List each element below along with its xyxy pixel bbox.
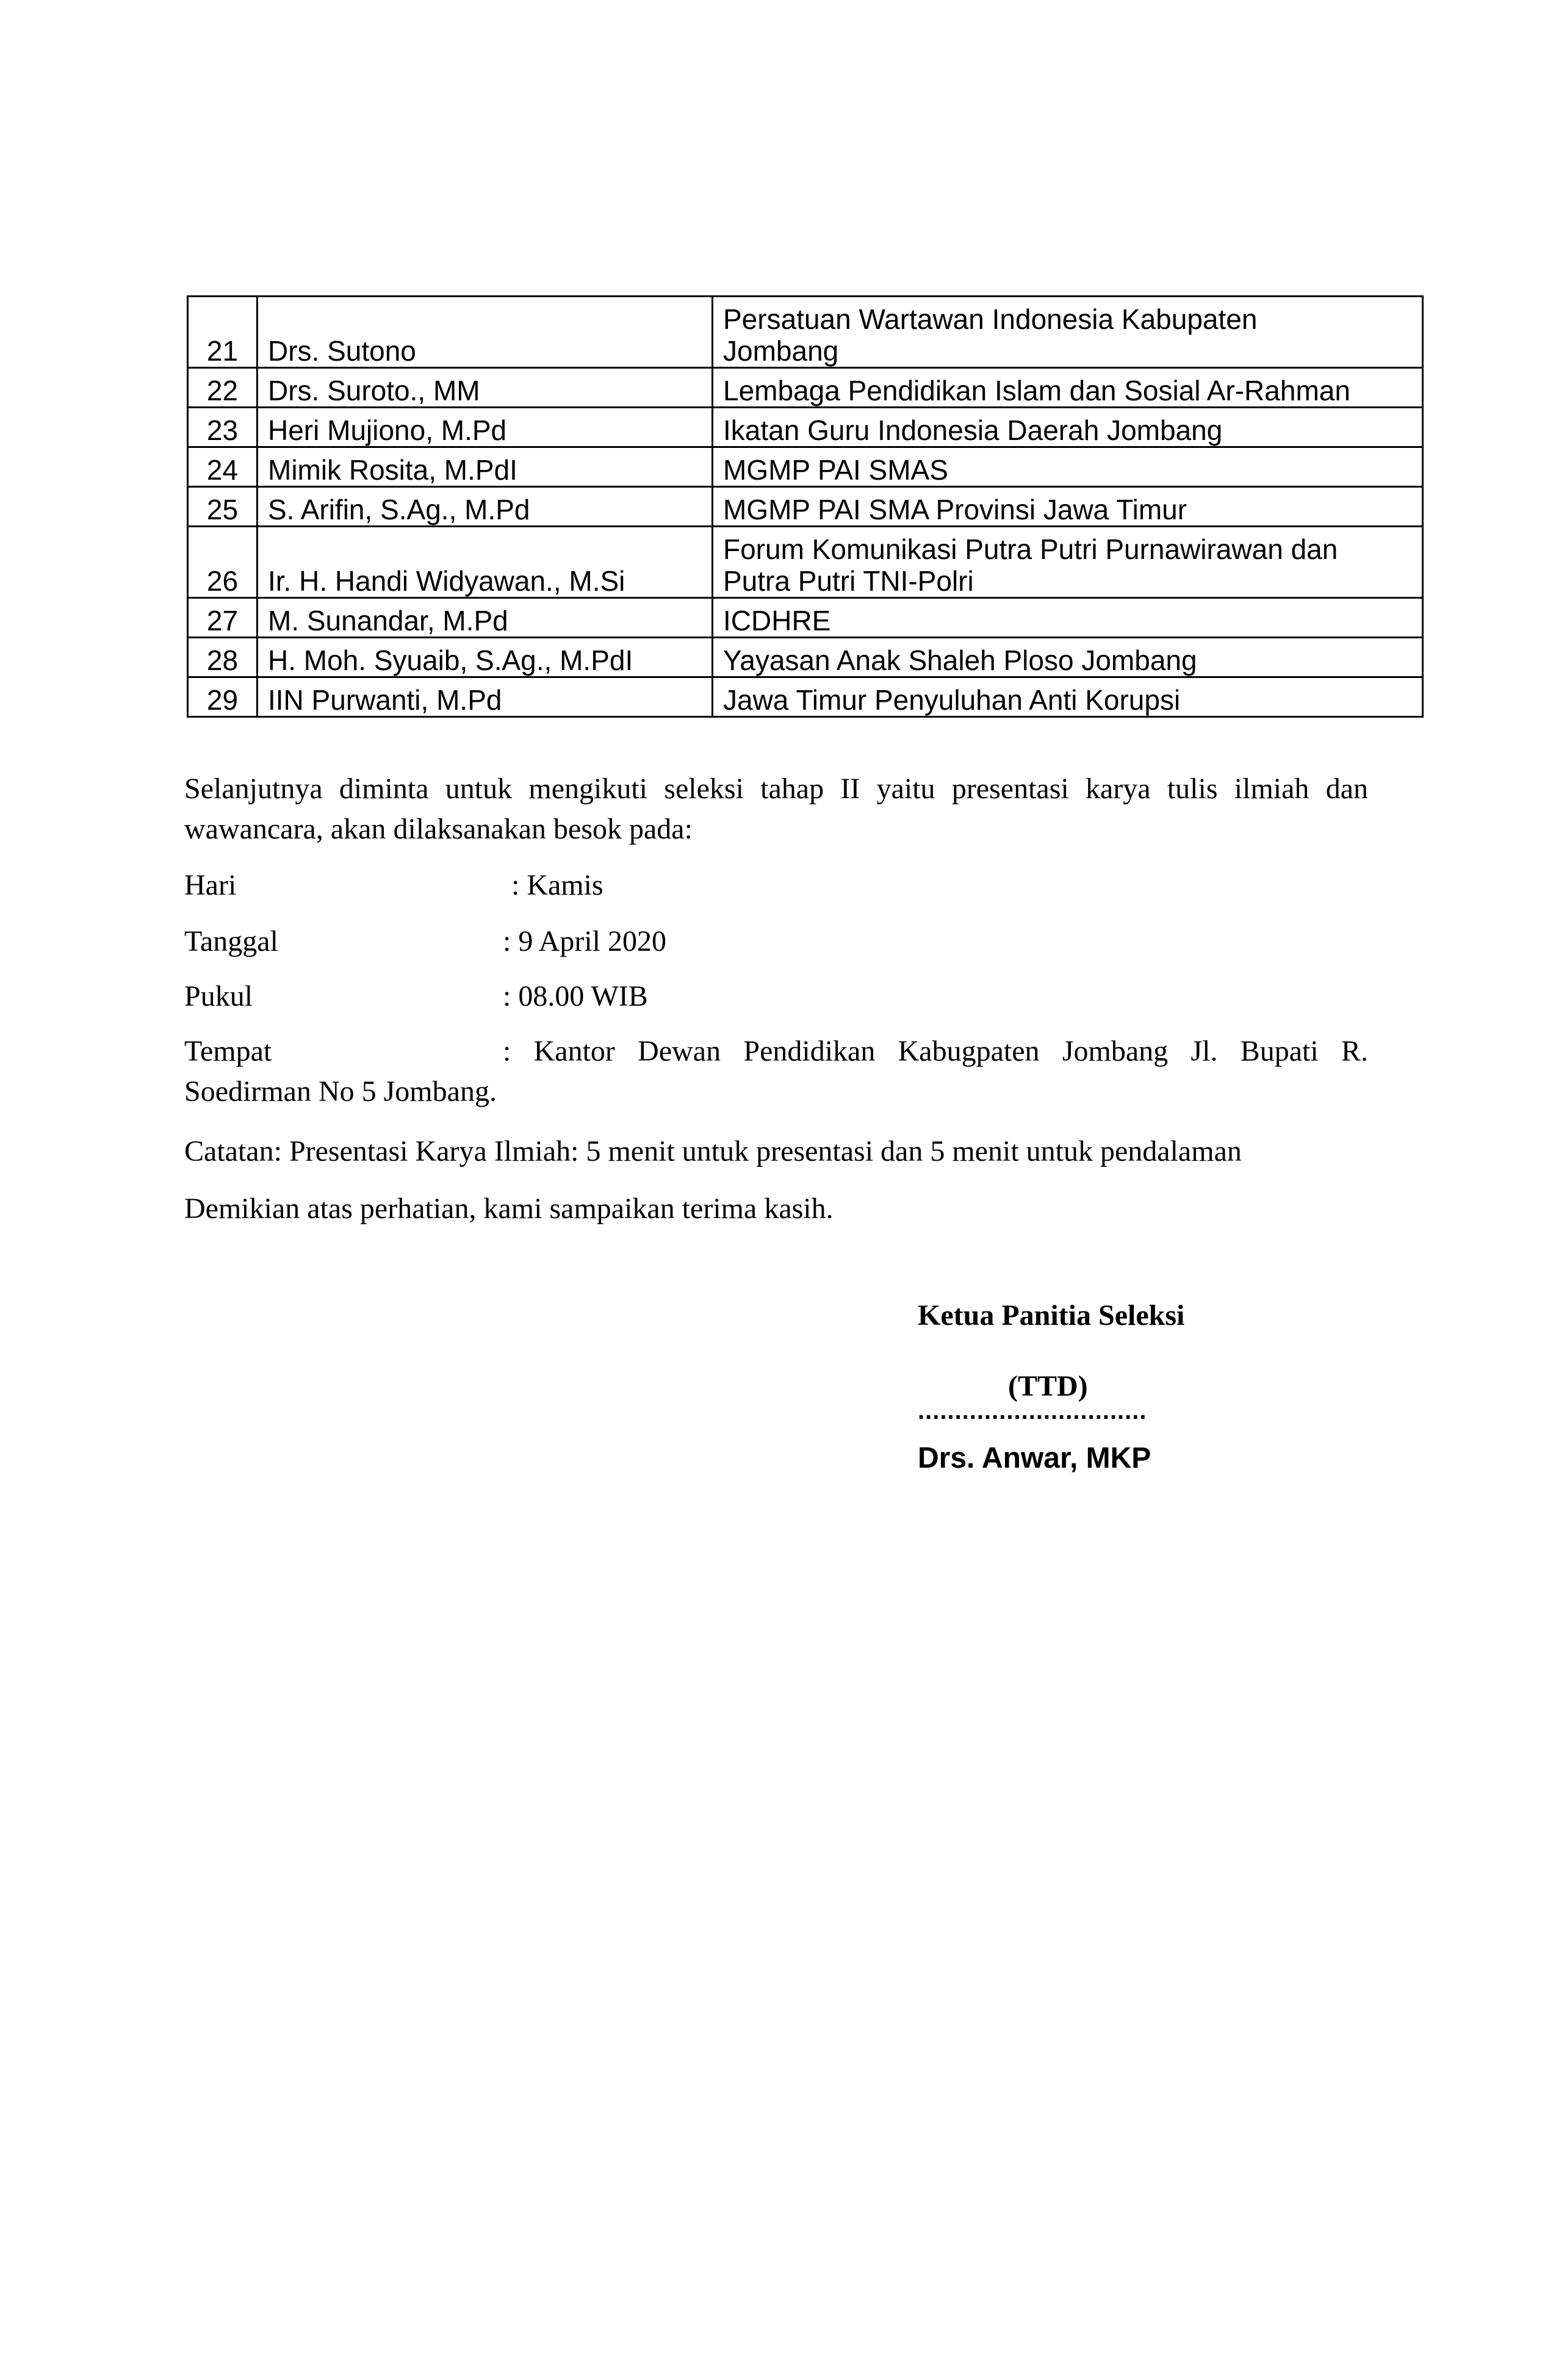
table-row: [188, 297, 1423, 368]
row-number: 23: [188, 408, 258, 447]
row-number: 28: [188, 638, 258, 677]
row-number: 24: [188, 447, 258, 487]
participant-name: Drs. Suroto., MM: [258, 368, 713, 408]
row-number: 22: [188, 368, 258, 408]
pukul-value: : 08.00 WIB: [503, 980, 648, 1012]
table-row: [188, 408, 1423, 447]
participant-name: H. Moh. Syuaib, S.Ag., M.PdI: [258, 638, 713, 677]
org-line: Jombang: [723, 335, 839, 367]
participant-name: S. Arifin, S.Ag., M.Pd: [258, 487, 713, 527]
signature-dots: ...............................: [918, 1397, 1147, 1424]
participant-name: Mimik Rosita, M.PdI: [258, 447, 713, 487]
participant-name: Heri Mujiono, M.Pd: [258, 408, 713, 447]
participant-table: [187, 295, 1424, 718]
hari-label: Hari: [184, 869, 237, 901]
participant-org: [713, 297, 1423, 368]
tempat-value: : Kantor Dewan Pendidikan Kabugpaten Jombang Jl. Bupati R.: [503, 1035, 1368, 1067]
participant-org: [713, 527, 1423, 598]
participant-org: Jawa Timur Penyuluhan Anti Korupsi: [713, 677, 1423, 717]
signer-name: Drs. Anwar, MKP: [918, 1442, 1151, 1474]
tanggal-label: Tanggal: [184, 925, 278, 957]
tanggal-value: : 9 April 2020: [503, 925, 667, 957]
tempat-label: Tempat: [184, 1035, 272, 1067]
participant-name: Ir. H. Handi Widyawan., M.Si: [258, 527, 713, 598]
closing-text: Demikian atas perhatian, kami sampaikan terima kasih.: [184, 1192, 834, 1225]
participant-org: Lembaga Pendidikan Islam dan Sosial Ar-Rahman: [713, 368, 1423, 408]
note-text: Catatan: Presentasi Karya Ilmiah: 5 menit untuk presentasi dan 5 menit untuk pendalaman: [184, 1135, 1242, 1167]
signature-ttd: (TTD): [1008, 1370, 1088, 1402]
table-row: [188, 527, 1423, 598]
row-number: 25: [188, 487, 258, 527]
participant-org: MGMP PAI SMAS: [713, 447, 1423, 487]
table-row: [188, 598, 1423, 638]
participant-org: Yayasan Anak Shaleh Ploso Jombang: [713, 638, 1423, 677]
participant-org: MGMP PAI SMA Provinsi Jawa Timur: [713, 487, 1423, 527]
table-row: [188, 638, 1423, 677]
org-line: Persatuan Wartawan Indonesia Kabupaten: [723, 303, 1258, 335]
row-number: 29: [188, 677, 258, 717]
participant-name: IIN Purwanti, M.Pd: [258, 677, 713, 717]
pukul-label: Pukul: [184, 980, 253, 1012]
row-number: 21: [188, 297, 258, 368]
org-line: Forum Komunikasi Putra Putri Purnawirawan dan: [723, 533, 1338, 565]
participant-name: M. Sunandar, M.Pd: [258, 598, 713, 638]
participant-org: Ikatan Guru Indonesia Daerah Jombang: [713, 408, 1423, 447]
table-row: [188, 368, 1423, 408]
intro-paragraph: Selanjutnya diminta untuk mengikuti seleksi tahap II yaitu presentasi karya tulis ilmiah dan wawancara, akan dilaksanakan besok pada:: [184, 773, 1368, 845]
table-row: [188, 447, 1423, 487]
table-row: [188, 487, 1423, 527]
org-line: Putra Putri TNI-Polri: [723, 565, 974, 597]
tempat-value-cont: Soedirman No 5 Jombang.: [184, 1075, 497, 1108]
row-number: 26: [188, 527, 258, 598]
hari-value: : Kamis: [511, 869, 603, 901]
participant-name: Drs. Sutono: [258, 297, 713, 368]
signature-title: Ketua Panitia Seleksi: [918, 1299, 1185, 1332]
participant-org: ICDHRE: [713, 598, 1423, 638]
table-row: [188, 677, 1423, 717]
row-number: 27: [188, 598, 258, 638]
